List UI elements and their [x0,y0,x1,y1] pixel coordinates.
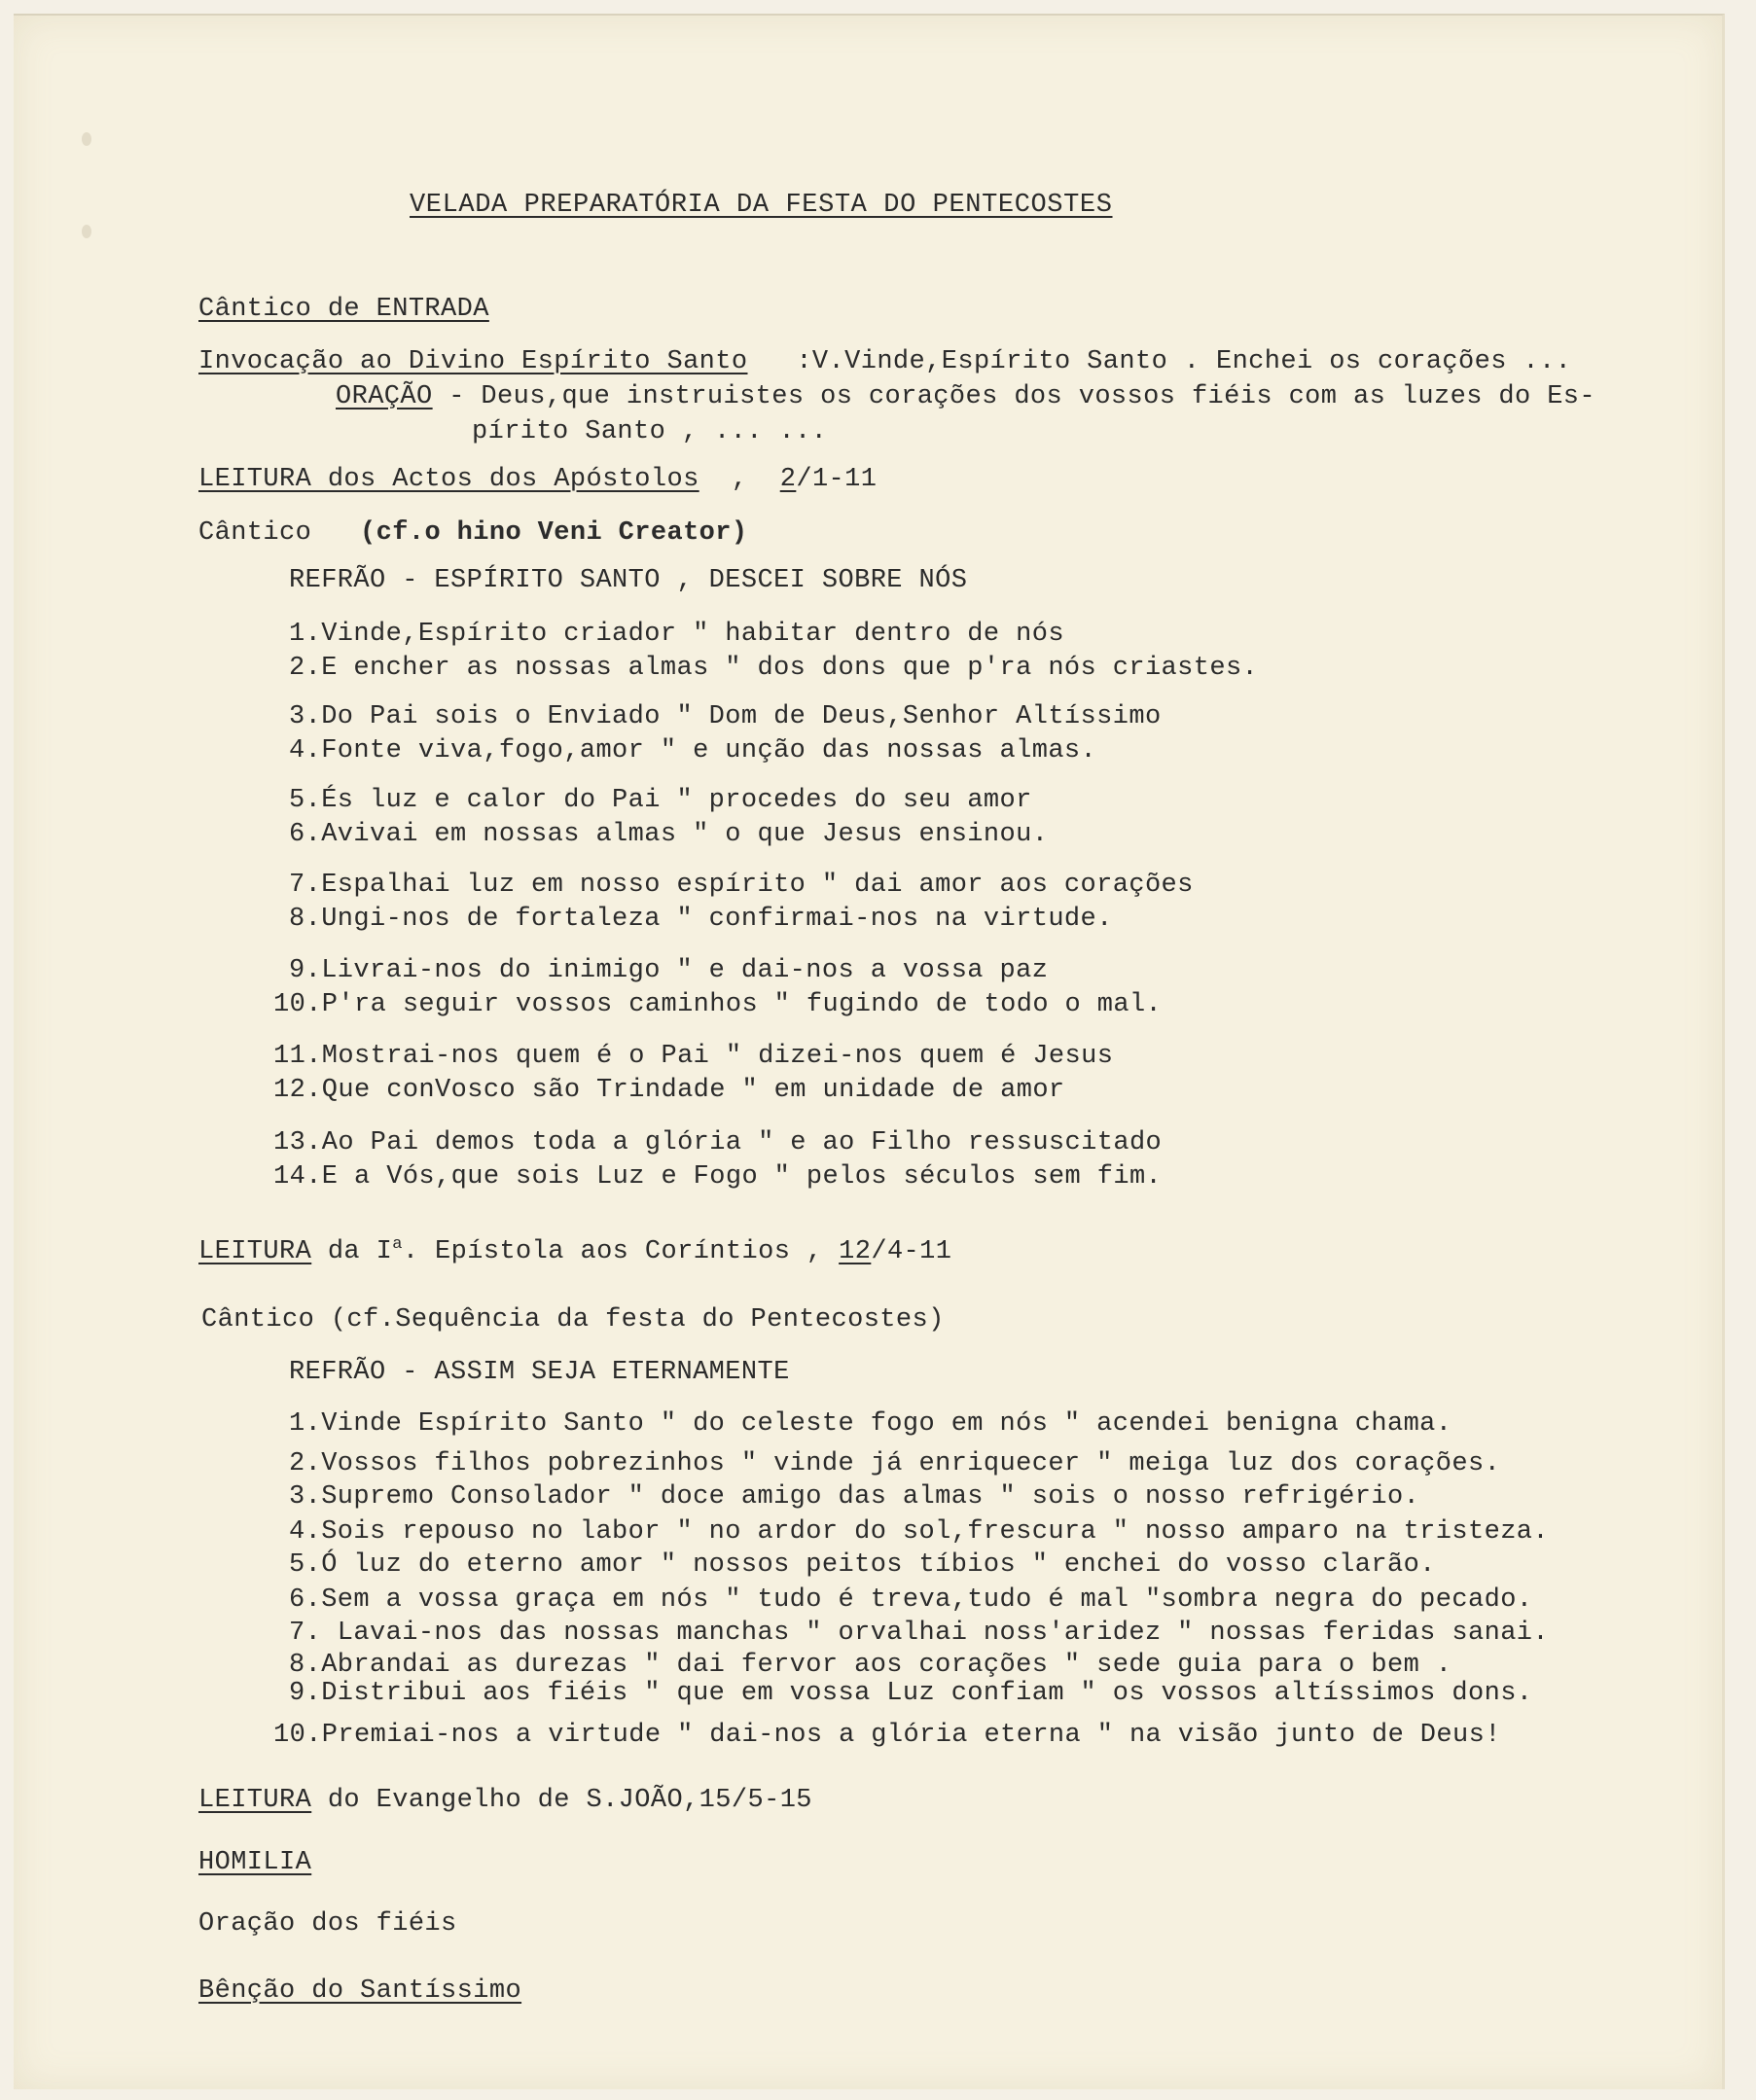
leitura-actos-label: LEITURA dos Actos dos Apóstolos [198,465,699,494]
leitura-evangelho [198,1786,812,1815]
oracao-label: ORAÇÃO [336,382,433,411]
document-title: VELADA PREPARATÓRIA DA FESTA DO PENTECOSTES [410,191,1113,220]
homilia-heading: HOMILIA [198,1848,312,1877]
oracao-line-1 [336,382,1595,411]
invocacao-line [198,347,1571,376]
leitura-corintios-superscript: a [392,1235,403,1254]
invocacao-versicle: :V.Vinde,Espírito Santo . Enchei os corações ... [796,347,1572,376]
cantico-2-heading: Cântico (cf.Sequência da festa do Pentecostes) [201,1305,945,1335]
leitura-actos-ref-verses: /1-11 [796,465,878,494]
leitura-evangelho-label: LEITURA [198,1786,312,1815]
leitura-corintios-text-b: . Epístola aos Coríntios , [402,1237,840,1266]
cantico-1-verse: 4.Fonte viva,fogo,amor " e unção das nossas almas. [289,736,1097,765]
cantico-2-verse: 7. Lavai-nos das nossas manchas " orvalhai noss'aridez " nossas feridas sanai. [289,1619,1550,1648]
cantico-1-verse: 6.Avivai em nossas almas " o que Jesus ensinou. [289,820,1049,849]
cantico-2-verse: 5.Ó luz do eterno amor " nossos peitos tíbios " enchei do vosso clarão. [289,1550,1436,1580]
cantico-1-refrain: REFRÃO - ESPÍRITO SANTO , DESCEI SOBRE NÓS [289,566,968,595]
leitura-corintios-ref-verses: /4-11 [871,1237,952,1266]
oracao-text-2: pírito Santo , ... ... [472,417,828,446]
entrada-heading: Cântico de ENTRADA [198,295,489,324]
cantico-2-refrain: REFRÃO - ASSIM SEJA ETERNAMENTE [289,1358,790,1387]
oracao-fieis-heading: Oração dos fiéis [198,1909,457,1939]
leitura-corintios-label: LEITURA [198,1237,312,1266]
cantico-2-verse: 6.Sem a vossa graça em nós " tudo é treva,tudo é mal "sombra negra do pecado. [289,1585,1533,1615]
cantico-2-verse: 8.Abrandai as durezas " dai fervor aos corações " sede guia para o bem . [289,1651,1452,1680]
leitura-corintios-ref-chapter: 12 [839,1237,872,1266]
oracao-text-1: - Deus,que instruistes os corações dos vossos fiéis com as luzes do Es- [432,382,1596,411]
cantico-1-verse: 13.Ao Pai demos toda a glória " e ao Filho ressuscitado [273,1128,1163,1157]
cantico-1-verse: 10.P'ra seguir vossos caminhos " fugindo de todo o mal. [273,990,1163,1019]
cantico-2-verse: 10.Premiai-nos a virtude " dai-nos a glória eterna " na visão junto de Deus! [273,1721,1501,1750]
leitura-evangelho-text: do Evangelho de S.JOÃO,15/5-15 [311,1786,812,1815]
cantico-1-verse: 5.És luz e calor do Pai " procedes do seu amor [289,786,1032,815]
cantico-2-verse: 4.Sois repouso no labor " no ardor do sol,frescura " nosso amparo na tristeza. [289,1517,1550,1547]
leitura-actos-ref-chapter: 2 [779,465,797,494]
cantico-1-verse: 12.Que conVosco são Trindade " em unidade de amor [273,1076,1065,1105]
cantico-1-heading [198,518,748,548]
leitura-actos-sep: , [731,465,748,494]
cantico-2-verse: 3.Supremo Consolador " doce amigo das almas " sois o nosso refrigério. [289,1482,1420,1512]
cantico-1-verse: 1.Vinde,Espírito criador " habitar dentro de nós [289,620,1064,649]
bencao-heading: Bênção do Santíssimo [198,1976,522,2006]
cantico-1-label: Cântico [198,518,312,548]
cantico-1-verse: 11.Mostrai-nos quem é o Pai " dizei-nos quem é Jesus [273,1042,1114,1071]
cantico-1-verse: 8.Ungi-nos de fortaleza " confirmai-nos na virtude. [289,905,1113,934]
cantico-2-verse: 2.Vossos filhos pobrezinhos " vinde já enriquecer " meiga luz dos corações. [289,1449,1501,1478]
cantico-1-verse: 7.Espalhai luz em nosso espírito " dai amor aos corações [289,871,1194,900]
cantico-1-verse: 14.E a Vós,que sois Luz e Fogo " pelos séculos sem fim. [273,1162,1163,1192]
cantico-1-verse: 2.E encher as nossas almas " dos dons que p'ra nós criastes. [289,654,1259,683]
leitura-corintios [198,1235,951,1266]
invocacao-label: Invocação ao Divino Espírito Santo [198,347,748,376]
leitura-corintios-text-a: da I [311,1237,393,1266]
cantico-1-note: (cf.o hino Veni Creator) [360,518,748,548]
cantico-1-verse: 9.Livrai-nos do inimigo " e dai-nos a vossa paz [289,956,1049,985]
cantico-2-verse: 9.Distribui aos fiéis " que em vossa Luz confiam " os vossos altíssimos dons. [289,1679,1533,1708]
cantico-2-verse: 1.Vinde Espírito Santo " do celeste fogo em nós " acendei benigna chama. [289,1409,1452,1439]
cantico-1-verse: 3.Do Pai sois o Enviado " Dom de Deus,Senhor Altíssimo [289,702,1162,731]
leitura-actos [198,465,877,494]
